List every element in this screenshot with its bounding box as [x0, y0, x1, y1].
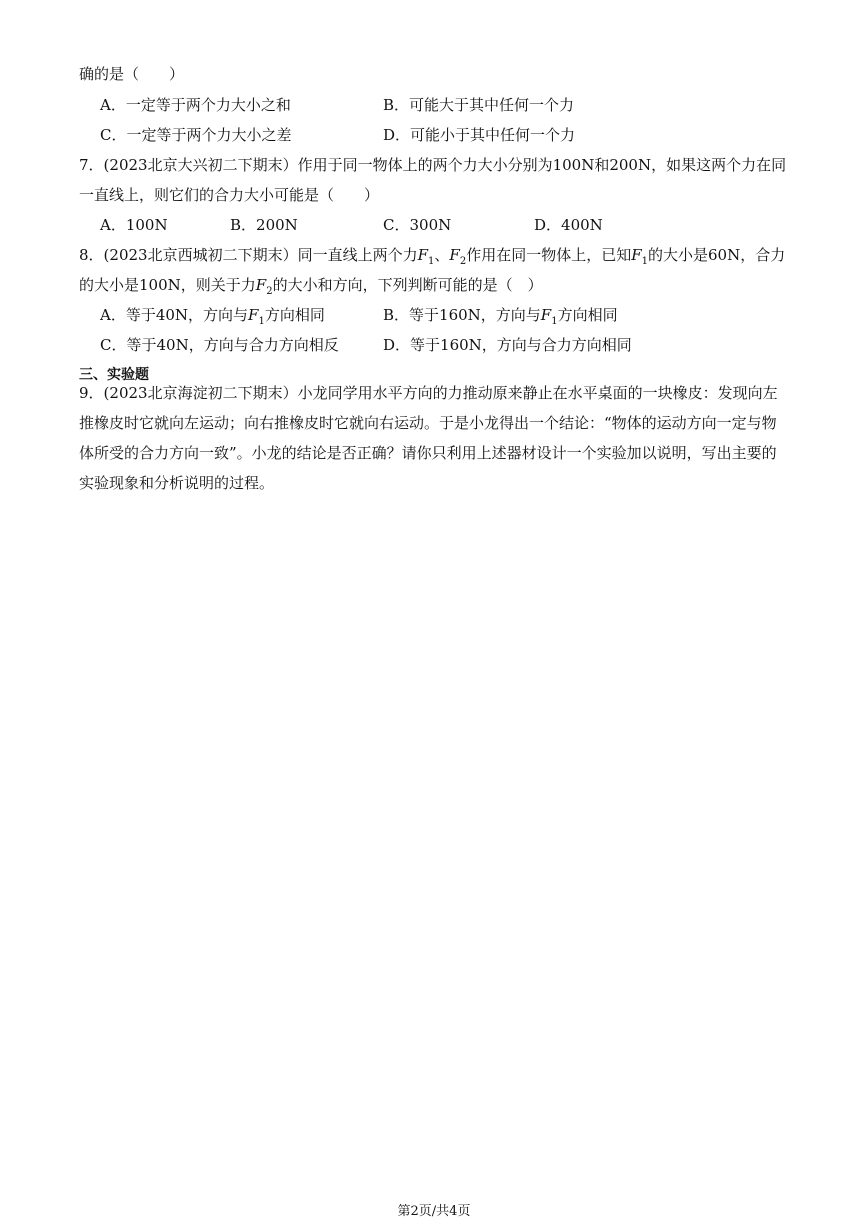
section-heading: 三、实验题 — [79, 367, 149, 383]
q8-stem-line1 — [79, 244, 808, 273]
q7-stem-line2: 一直线上，则它们的合力大小可能是（ ） — [79, 186, 380, 204]
q8-text: 的大小是100N，则关于力 — [79, 276, 256, 294]
q8-text: 8．(2023北京西城初二下期末）同一直线上两个力 — [79, 246, 418, 264]
q8-stem-line2 — [79, 274, 808, 303]
q6-option-b: B．可能大于其中任何一个力 — [383, 96, 575, 114]
q8-text: 方向相同 — [557, 306, 618, 324]
q8-text: A．等于40N，方向与 — [100, 306, 249, 324]
force-symbol: F — [631, 246, 642, 264]
q9-stem-line1: 9．(2023北京海淀初二下期末）小龙同学用水平方向的力推动原来静止在水平桌面的一块橡皮：发现向左 — [79, 384, 778, 402]
q7-option-b: B．200N — [230, 216, 298, 234]
force-symbol: F — [417, 246, 428, 264]
q8-text: 、 — [434, 246, 450, 264]
force-subscript: 2 — [459, 256, 467, 267]
q7-option-d: D．400N — [534, 216, 603, 234]
force-subscript: 1 — [428, 256, 435, 267]
force-subscript: 1 — [551, 316, 558, 327]
q9-stem-line3: 体所受的合力方向一致”。小龙的结论是否正确？请你只利用上述器材设计一个实验加以说明，写出主要的 — [79, 444, 777, 462]
q8-option-d: D．等于160N，方向与合力方向相同 — [383, 336, 632, 354]
q8-option-a — [100, 304, 325, 333]
page-number: 第2页/共4页 — [397, 1204, 471, 1219]
q7-option-c: C．300N — [383, 216, 452, 234]
q6-option-c: C．一定等于两个力大小之差 — [100, 126, 292, 144]
force-symbol: F — [255, 276, 267, 294]
q8-text: 的大小和方向，下列判断可能的是（ ） — [272, 276, 543, 294]
force-symbol: F — [449, 246, 460, 264]
q6-tail: 确的是（ ） — [79, 65, 185, 83]
q6-option-d: D．可能小于其中任何一个力 — [383, 126, 576, 144]
q7-option-a: A．100N — [100, 216, 168, 234]
force-symbol: F — [540, 306, 552, 324]
force-subscript: 1 — [258, 316, 265, 327]
q9-stem-line4: 实验现象和分析说明的过程。 — [79, 474, 275, 492]
q8-option-c: C．等于40N，方向与合力方向相反 — [100, 336, 339, 354]
q8-text: 方向相同 — [264, 306, 325, 324]
q6-option-a: A．一定等于两个力大小之和 — [100, 96, 291, 114]
q8-text: B．等于160N，方向与 — [383, 306, 541, 324]
q9-stem-line2: 推橡皮时它就向左运动；向右推橡皮时它就向右运动。于是小龙得出一个结论：“物体的运动方向一定与物 — [79, 414, 777, 432]
force-symbol: F — [248, 306, 259, 324]
force-subscript: 1 — [641, 256, 648, 267]
q7-stem-line1: 7．(2023北京大兴初二下期末）作用于同一物体上的两个力大小分别为100N和200N，如果这两个力在同 — [79, 156, 787, 174]
q8-text: 的大小是60N，合力 — [648, 246, 786, 264]
force-subscript: 2 — [266, 286, 273, 297]
q8-option-b — [383, 304, 618, 333]
q8-text: 作用在同一物体上，已知 — [466, 246, 632, 264]
